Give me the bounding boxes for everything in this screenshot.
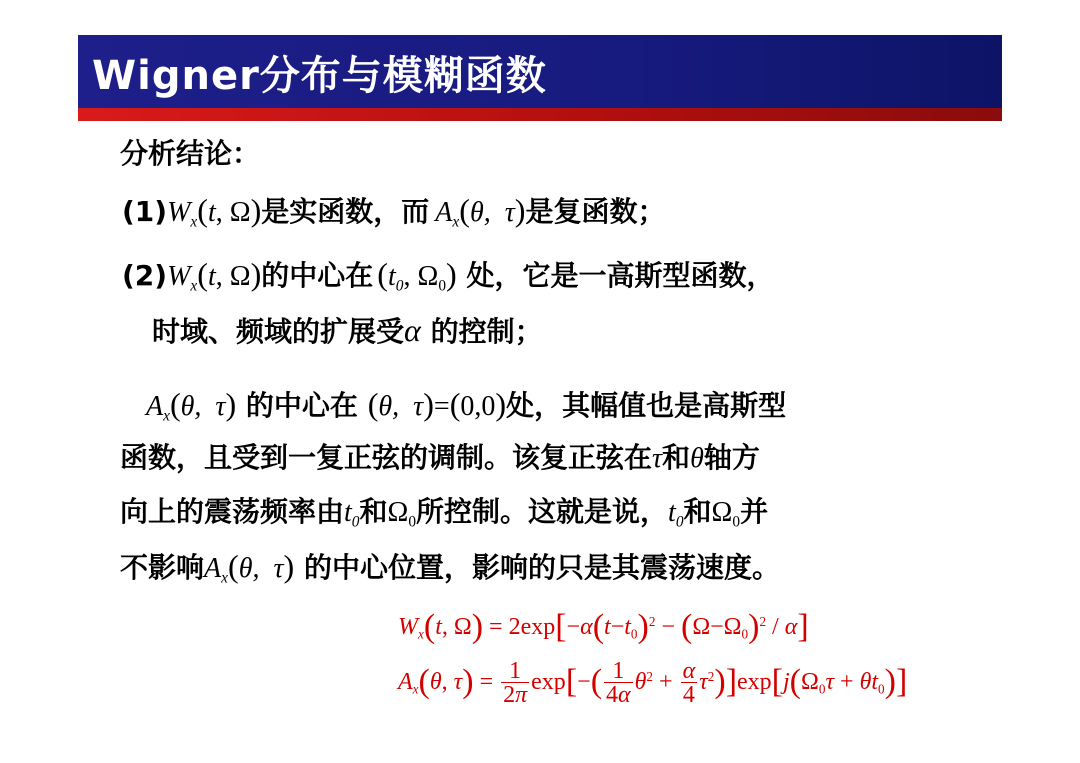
- item-2-text-d: 的控制；: [430, 315, 543, 348]
- item-1: $(1)W_x(t$, Ω)是实函数，而 $A_x(\theta$, τ)是复函数；: [122, 192, 666, 231]
- para-3-text-b: 和: [359, 495, 388, 528]
- para-line-2: 函数，且受到一复正弦的调制。该复正弦在τ和θ轴方: [120, 441, 760, 474]
- para-3-text-d: 和: [683, 495, 712, 528]
- para-3-text-e: 并: [740, 495, 769, 528]
- item-2-text-a: 的中心在: [261, 259, 374, 292]
- item-1-number: (1): [122, 195, 168, 228]
- para-3-text-c: 所控制。这就是说，: [416, 495, 669, 528]
- para-line-1: $A_x(\theta$, τ) 的中心在 (θ, τ)=(0,0)处，其幅值也是高斯型: [146, 386, 787, 425]
- para-line-3: 向上的震荡频率由$t_0$和$\Omega_0$所控制。这就是说，$t_0$和$\Omega_0$并: [120, 495, 769, 531]
- para-4-text-a: 不影响: [120, 551, 205, 584]
- math-wx: $W_x$: [167, 197, 198, 231]
- item-2-cont: 时域、频域的扩展受α 的控制；: [152, 312, 543, 348]
- title-stripe: [78, 108, 1002, 121]
- formula-ambiguity: $A_x(\theta$, τ) = $\frac{1}{2\pi}$ exp[−( $\frac{1}{4\alpha}$ $\theta^2$ + $\frac{\alpha}{4}$ $\tau^2)]\exp[j(\Omega_0\tau + \theta t_0)]$: [398, 658, 908, 708]
- para-2-text-a: 函数，且受到一复正弦的调制。该复正弦在: [120, 441, 653, 474]
- para-1-text-b: 处，其幅值也是高斯型: [506, 389, 787, 422]
- item-2-number: (2): [122, 259, 168, 292]
- para-1-text-a: 的中心在: [245, 389, 358, 422]
- math-ax: $A_x$: [435, 197, 460, 231]
- slide-title: Wigner分布与模糊函数: [92, 53, 547, 99]
- heading-text: 分析结论：: [120, 137, 261, 170]
- para-4-text-b: 的中心位置，影响的只是其震荡速度。: [303, 551, 780, 584]
- para-2-text-c: 轴方: [703, 441, 760, 474]
- item-2-text-b: 处，它是一高斯型函数，: [466, 259, 775, 292]
- heading: [120, 136, 260, 172]
- item-2-text-c: 时域、频域的扩展受: [152, 315, 405, 348]
- item-2: $(2)W_x(t$, Ω)的中心在 ($t_0$, $\Omega_0$) 处，它是一高斯型函数，: [122, 256, 775, 295]
- para-line-4: 不影响$A_x(\theta$, τ) 的中心位置，影响的只是其震荡速度。: [120, 548, 780, 587]
- para-3-text-a: 向上的震荡频率由: [120, 495, 345, 528]
- item-1-text-a: 是实函数，而: [261, 195, 430, 228]
- formula-wigner: $W_x(t$, $\Omega) = 2\exp[-\alpha(t-t_0)^2 - (\Omega-\Omega_0)^2 / \alpha]$: [398, 608, 809, 645]
- para-2-text-b: 和: [662, 441, 691, 474]
- item-1-text-b: 是复函数；: [525, 195, 666, 228]
